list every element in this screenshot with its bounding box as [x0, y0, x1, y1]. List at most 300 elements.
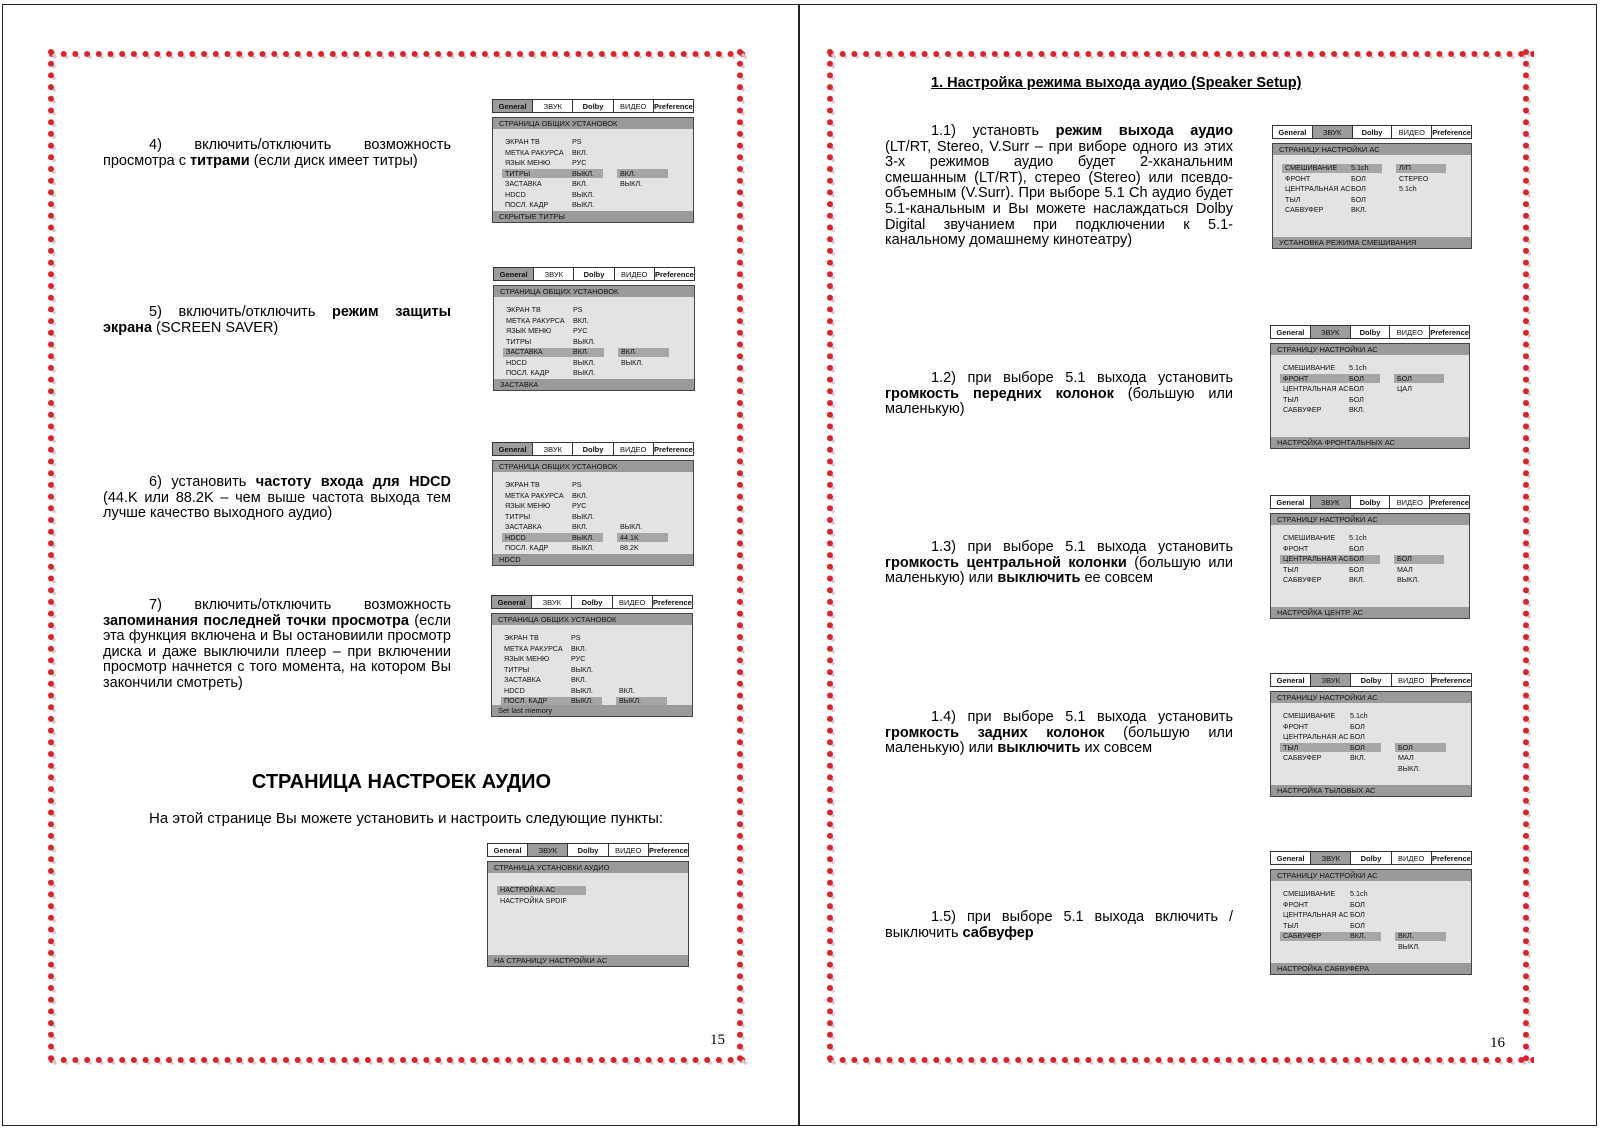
item-text-part: (если эта функция включена и Вы остановиили просмотр диска и даже выключили плеер – при включении просмотр начнется с того момента, на котором Вы закончили смотреть): [103, 612, 452, 691]
red-dot-mark: [318, 1057, 324, 1063]
red-dot-mark: [564, 1057, 570, 1063]
menu-row-value: БОЛ: [1349, 373, 1364, 383]
item-text-part: установить: [171, 474, 256, 490]
menu-tab-preference: Preference: [649, 845, 688, 855]
red-dot-mark: [827, 517, 833, 523]
red-dot-mark: [737, 622, 743, 628]
dot-chain: [736, 47, 746, 1063]
red-dot-mark: [1523, 470, 1529, 476]
red-dot-mark: [1202, 51, 1208, 57]
menu-row-label: ПОСЛ. КАДР: [506, 368, 550, 377]
red-dot-mark: [1523, 587, 1529, 593]
red-dot-mark: [737, 576, 743, 582]
red-dot-mark: [48, 599, 54, 605]
red-dot-mark: [827, 856, 833, 862]
red-dot-mark: [827, 973, 833, 979]
red-dot-mark: [1238, 51, 1244, 57]
red-dot-mark: [827, 611, 833, 617]
red-dot-mark: [1523, 599, 1529, 605]
red-dot-mark: [48, 985, 54, 991]
screen-subtitles: [492, 99, 694, 223]
red-dot-mark: [827, 1008, 833, 1014]
red-dot-mark: [737, 236, 743, 242]
red-dot-mark: [377, 1057, 383, 1063]
red-dot-mark: [48, 494, 54, 500]
menu-row-value: 5.1ch: [1350, 889, 1368, 898]
red-dot-mark: [48, 704, 54, 710]
red-dot-mark: [737, 950, 743, 956]
red-dot-mark: [48, 646, 54, 652]
red-dot-mark: [1296, 51, 1302, 57]
red-dot-mark: [1378, 51, 1384, 57]
red-dot-mark: [634, 1057, 640, 1063]
red-dot-mark: [48, 763, 54, 769]
menu-panel: [1270, 343, 1470, 449]
menu-row-label: ТИТРЫ: [504, 664, 530, 674]
menu-row-label: ПОСЛ. КАДР: [505, 200, 549, 209]
red-dot-mark: [166, 51, 172, 57]
red-dot-mark: [1523, 318, 1529, 324]
red-dot-mark: [737, 716, 743, 722]
menu-tab-видео: ВИДЕО: [614, 443, 654, 455]
red-dot-mark: [737, 962, 743, 968]
menu-panel: [1270, 869, 1472, 975]
menu-row: [494, 358, 694, 368]
menu-row-label: СМЕШИВАНИЕ: [1283, 363, 1336, 372]
menu-tab-preference: Preference: [1432, 127, 1471, 137]
menu-row-value: ВКЛ.: [573, 347, 589, 356]
menu-tab-preference: Preference: [1430, 497, 1469, 507]
red-dot-mark: [48, 318, 54, 324]
red-dot-mark: [827, 704, 833, 710]
red-dot-mark: [96, 1057, 102, 1063]
red-dot-mark: [1523, 997, 1529, 1003]
menu-row: [1271, 910, 1471, 920]
red-dot-mark: [827, 154, 833, 160]
menu-panel: [493, 285, 695, 391]
menu-row-value: БОЛ: [1350, 721, 1365, 731]
red-dot-mark: [827, 189, 833, 195]
red-dot-mark: [1523, 377, 1529, 383]
red-dot-mark: [827, 915, 833, 921]
red-dot-mark: [1144, 1057, 1150, 1063]
red-dot-mark: [365, 51, 371, 57]
red-dot-mark: [622, 1057, 628, 1063]
red-dot-mark: [737, 178, 743, 184]
red-dot-mark: [143, 51, 149, 57]
menu-row-value: ВКЛ.: [571, 675, 587, 684]
red-dot-mark: [1523, 447, 1529, 453]
red-dot-mark: [827, 985, 833, 991]
red-dot-mark: [494, 51, 500, 57]
menu-row-value: ВКЛ.: [572, 147, 588, 157]
red-dot-mark: [1523, 306, 1529, 312]
red-dot-mark: [48, 178, 54, 184]
red-dot-mark: [459, 51, 465, 57]
red-dot-mark: [827, 693, 833, 699]
menu-panel-footer: HDCD: [493, 554, 693, 565]
menu-tab-preference: Preference: [654, 101, 693, 111]
red-dot-mark: [470, 1057, 476, 1063]
menu-row: [493, 533, 693, 543]
red-dot-mark: [1523, 657, 1529, 663]
red-dot-mark: [295, 51, 301, 57]
red-dot-mark: [1523, 412, 1529, 418]
red-dot-mark: [1523, 669, 1529, 675]
red-dot-mark: [737, 704, 743, 710]
menu-tab-general: General: [1271, 674, 1311, 686]
red-dot-mark: [342, 1057, 348, 1063]
red-dot-mark: [72, 51, 78, 57]
red-dot-mark: [48, 576, 54, 582]
menu-row-label: ЯЗЫК МЕНЮ: [506, 326, 552, 335]
menu-row-value: ВЫКЛ.: [572, 200, 595, 209]
red-dot-mark: [48, 1020, 54, 1026]
red-dot-mark: [271, 51, 277, 57]
red-dot-mark: [737, 400, 743, 406]
red-dot-mark: [737, 997, 743, 1003]
red-dot-mark: [260, 1057, 266, 1063]
red-dot-mark: [423, 51, 429, 57]
ornamental-border-left: [47, 47, 57, 1063]
menu-tab-preference: Preference: [654, 444, 693, 454]
screen-last-memory: [491, 595, 693, 717]
red-dot-mark: [400, 51, 406, 57]
menu-row: [493, 491, 693, 501]
red-dot-mark: [1284, 51, 1290, 57]
manual-page-left: [2, 4, 799, 1126]
menu-row-label: ТИТРЫ: [506, 336, 532, 346]
red-dot-mark: [737, 985, 743, 991]
red-dot-mark: [48, 377, 54, 383]
menu-row-value: ВКЛ.: [572, 179, 588, 188]
red-dot-mark: [1460, 51, 1466, 57]
menu-row: [493, 512, 693, 522]
menu-row: [1271, 363, 1469, 373]
menu-row-label: ПОСЛ. КАДР: [504, 696, 548, 705]
red-dot-mark: [517, 51, 523, 57]
menu-panel-title: СТРАНИЦА ОБЩИХ УСТАНОВОК: [494, 286, 694, 297]
red-dot-mark: [1523, 388, 1529, 394]
red-dot-mark: [827, 997, 833, 1003]
menu-panel: [487, 861, 689, 967]
red-dot-mark: [1523, 786, 1529, 792]
red-dot-mark: [827, 552, 833, 558]
menu-row: [494, 347, 694, 357]
red-dot-mark: [737, 225, 743, 231]
menu-tab-bar: [1270, 325, 1470, 339]
menu-tab-bar: [1270, 673, 1472, 687]
dot-chain: [826, 50, 1534, 60]
red-dot-mark: [681, 51, 687, 57]
red-dot-mark: [48, 657, 54, 663]
red-dot-mark: [48, 833, 54, 839]
item-text-part: установть: [972, 123, 1056, 139]
red-dot-mark: [1472, 51, 1478, 57]
red-dot-mark: [1523, 143, 1529, 149]
red-dot-mark: [353, 51, 359, 57]
red-dot-mark: [1366, 1057, 1372, 1063]
red-dot-mark: [48, 540, 54, 546]
red-dot-mark: [827, 657, 833, 663]
item-number: 4): [149, 137, 195, 153]
red-dot-mark: [1523, 517, 1529, 523]
red-dot-mark: [737, 587, 743, 593]
red-dot-mark: [61, 1057, 67, 1063]
menu-row-label: ФРОНТ: [1283, 721, 1309, 731]
menu-row-option: ВКЛ.: [620, 168, 636, 178]
menu-row-value: РУС: [573, 326, 588, 335]
ornamental-border-top: [47, 47, 747, 57]
red-dot-mark: [423, 1057, 429, 1063]
red-dot-mark: [48, 903, 54, 909]
menu-row: [1271, 554, 1469, 564]
red-dot-mark: [827, 236, 833, 242]
red-dot-mark: [1523, 248, 1529, 254]
red-dot-mark: [827, 868, 833, 874]
red-dot-mark: [1331, 1057, 1337, 1063]
red-dot-mark: [1523, 962, 1529, 968]
red-dot-mark: [1050, 1057, 1056, 1063]
menu-tab-dolby: Dolby: [573, 100, 613, 112]
red-dot-mark: [737, 903, 743, 909]
red-dot-mark: [189, 51, 195, 57]
menu-row: [1271, 900, 1471, 910]
red-dot-mark: [48, 1032, 54, 1038]
red-dot-mark: [875, 51, 881, 57]
menu-tab-dolby: Dolby: [1351, 496, 1391, 508]
menu-panel: [1270, 513, 1470, 619]
red-dot-mark: [737, 482, 743, 488]
menu-row-value: ВКЛ.: [573, 315, 589, 325]
menu-row-label: САБВУФЕР: [1283, 753, 1322, 762]
menu-panel-title: СТРАНИЦУ НАСТРОЙКИ АС: [1271, 692, 1471, 703]
menu-row-label: ЯЗЫК МЕНЮ: [504, 654, 550, 663]
item-number: 1.4): [931, 709, 968, 725]
menu-row-label: ЗАСТАВКА: [504, 675, 541, 684]
menu-row-option: ВЫКЛ.: [1398, 763, 1421, 773]
red-dot-mark: [178, 1057, 184, 1063]
red-dot-mark: [827, 435, 833, 441]
menu-panel-title: СТРАНИЦА ОБЩИХ УСТАНОВОК: [493, 118, 693, 129]
menu-row: [492, 644, 692, 654]
screen-downmix: [1272, 125, 1472, 249]
menu-row-value: БОЛ: [1350, 732, 1365, 741]
red-dot-mark: [634, 51, 640, 57]
menu-tab-bar: [492, 99, 694, 113]
red-dot-mark: [48, 400, 54, 406]
item-key-term: титрами: [190, 152, 250, 169]
red-dot-mark: [1523, 72, 1529, 78]
red-dot-mark: [1027, 1057, 1033, 1063]
red-dot-mark: [1523, 131, 1529, 137]
menu-row-value: ВЫКЛ.: [572, 543, 595, 552]
menu-tab-звук: ЗВУК: [533, 100, 573, 112]
red-dot-mark: [827, 72, 833, 78]
red-dot-mark: [827, 353, 833, 359]
red-dot-mark: [540, 51, 546, 57]
menu-row-value: БОЛ: [1349, 543, 1364, 553]
menu-tab-звук: ЗВУК: [534, 268, 574, 280]
red-dot-mark: [1495, 51, 1501, 57]
red-dot-mark: [1167, 51, 1173, 57]
menu-row-label: ТЫЛ: [1283, 564, 1299, 574]
menu-tab-bar: [1270, 851, 1472, 865]
red-dot-mark: [737, 1044, 743, 1050]
red-dot-mark: [435, 51, 441, 57]
menu-row: [493, 179, 693, 189]
red-dot-mark: [1523, 400, 1529, 406]
menu-row-value: PS: [572, 480, 582, 489]
red-dot-mark: [48, 143, 54, 149]
red-dot-mark: [737, 295, 743, 301]
red-dot-mark: [737, 1032, 743, 1038]
red-dot-mark: [737, 494, 743, 500]
red-dot-mark: [1523, 365, 1529, 371]
menu-row-value: БОЛ: [1350, 920, 1365, 930]
menu-tab-видео: ВИДЕО: [1390, 496, 1430, 508]
red-dot-mark: [827, 751, 833, 757]
red-dot-mark: [1413, 1057, 1419, 1063]
red-dot-mark: [412, 1057, 418, 1063]
menu-row-option: ВЫКЛ.: [1397, 575, 1420, 584]
item-1-1-text: [885, 124, 1233, 249]
red-dot-mark: [48, 950, 54, 956]
red-dot-mark: [737, 271, 743, 277]
red-dot-mark: [737, 61, 743, 67]
item-number: 5): [149, 304, 179, 320]
red-dot-mark: [851, 51, 857, 57]
red-dot-mark: [737, 552, 743, 558]
menu-panel-footer: НА СТРАНИЦУ НАСТРОЙКИ АС: [488, 955, 688, 966]
red-dot-mark: [48, 482, 54, 488]
red-dot-mark: [737, 728, 743, 734]
red-dot-mark: [1296, 1057, 1302, 1063]
menu-tab-general: General: [1271, 326, 1311, 338]
red-dot-mark: [622, 51, 628, 57]
red-dot-mark: [1523, 213, 1529, 219]
red-dot-mark: [108, 51, 114, 57]
red-dot-mark: [494, 1057, 500, 1063]
red-dot-mark: [72, 1057, 78, 1063]
red-dot-mark: [737, 154, 743, 160]
red-dot-mark: [737, 131, 743, 137]
red-dot-mark: [737, 342, 743, 348]
red-dot-mark: [1523, 693, 1529, 699]
red-dot-mark: [48, 1055, 54, 1061]
red-dot-mark: [737, 189, 743, 195]
red-dot-mark: [827, 470, 833, 476]
red-dot-mark: [1507, 51, 1513, 57]
red-dot-mark: [1523, 529, 1529, 535]
red-dot-mark: [48, 810, 54, 816]
item-text-part: их совсем: [1080, 740, 1153, 757]
menu-row-option: ВЫКЛ.: [620, 522, 643, 531]
red-dot-mark: [1366, 51, 1372, 57]
menu-tab-звук: ЗВУК: [528, 844, 568, 856]
red-dot-mark: [827, 810, 833, 816]
red-dot-mark: [1319, 51, 1325, 57]
menu-row: [492, 675, 692, 685]
red-dot-mark: [827, 576, 833, 582]
red-dot-mark: [1121, 51, 1127, 57]
menu-row: [1271, 575, 1469, 585]
menu-panel: [491, 613, 693, 717]
red-dot-mark: [1523, 1032, 1529, 1038]
red-dot-mark: [827, 96, 833, 102]
screen-hdcd: [492, 442, 694, 566]
menu-tab-dolby: Dolby: [568, 844, 608, 856]
red-dot-mark: [48, 189, 54, 195]
red-dot-mark: [1483, 1057, 1489, 1063]
red-dot-mark: [827, 213, 833, 219]
red-dot-mark: [295, 1057, 301, 1063]
red-dot-mark: [737, 166, 743, 172]
red-dot-mark: [1004, 51, 1010, 57]
red-dot-mark: [827, 365, 833, 371]
red-dot-mark: [1523, 868, 1529, 874]
red-dot-mark: [840, 51, 846, 57]
red-dot-mark: [1523, 751, 1529, 757]
red-dot-mark: [1343, 51, 1349, 57]
red-dot-mark: [827, 845, 833, 851]
red-dot-mark: [737, 599, 743, 605]
menu-tab-general: General: [493, 100, 533, 112]
menu-row-option: ВКЛ.: [1398, 931, 1414, 940]
red-dot-mark: [1523, 634, 1529, 640]
red-dot-mark: [48, 295, 54, 301]
red-dot-mark: [48, 447, 54, 453]
screen-subwoofer: [1270, 851, 1472, 975]
red-dot-mark: [1132, 1057, 1138, 1063]
red-dot-mark: [1074, 1057, 1080, 1063]
red-dot-mark: [737, 353, 743, 359]
red-dot-mark: [827, 763, 833, 769]
menu-row: [1271, 395, 1469, 405]
item-key-term: частоту входа для HDCD: [255, 474, 451, 490]
menu-row-option: 5.1ch: [1399, 184, 1417, 193]
ornamental-border-right: [736, 47, 746, 1063]
menu-row-option: ВЫКЛ.: [620, 179, 643, 188]
menu-tab-звук: ЗВУК: [532, 596, 572, 608]
red-dot-mark: [1523, 271, 1529, 277]
red-dot-mark: [827, 646, 833, 652]
item-number: 7): [149, 597, 195, 613]
item-key-term: запоминания последней точки просмотра: [103, 612, 409, 629]
red-dot-mark: [827, 798, 833, 804]
menu-row-value: ВЫКЛ.: [572, 532, 595, 542]
menu-tab-preference: Preference: [1432, 675, 1471, 685]
red-dot-mark: [48, 681, 54, 687]
red-dot-mark: [48, 821, 54, 827]
red-dot-mark: [377, 51, 383, 57]
menu-row-value: ВЫКЛ.: [572, 511, 595, 521]
menu-row-label: НАСТРОЙКА АС: [500, 885, 556, 894]
red-dot-mark: [737, 693, 743, 699]
red-dot-mark: [1179, 1057, 1185, 1063]
menu-panel-footer: ЗАСТАВКА: [494, 379, 694, 390]
ornamental-border-bottom: [47, 1053, 747, 1063]
screen-center-speaker: [1270, 495, 1470, 619]
menu-row: [493, 501, 693, 511]
menu-tab-general: General: [1273, 126, 1313, 138]
red-dot-mark: [933, 1057, 939, 1063]
red-dot-mark: [1015, 1057, 1021, 1063]
red-dot-mark: [737, 365, 743, 371]
item-key-term: режим выхода аудио: [1055, 123, 1234, 139]
red-dot-mark: [827, 494, 833, 500]
menu-row: [1273, 195, 1471, 205]
